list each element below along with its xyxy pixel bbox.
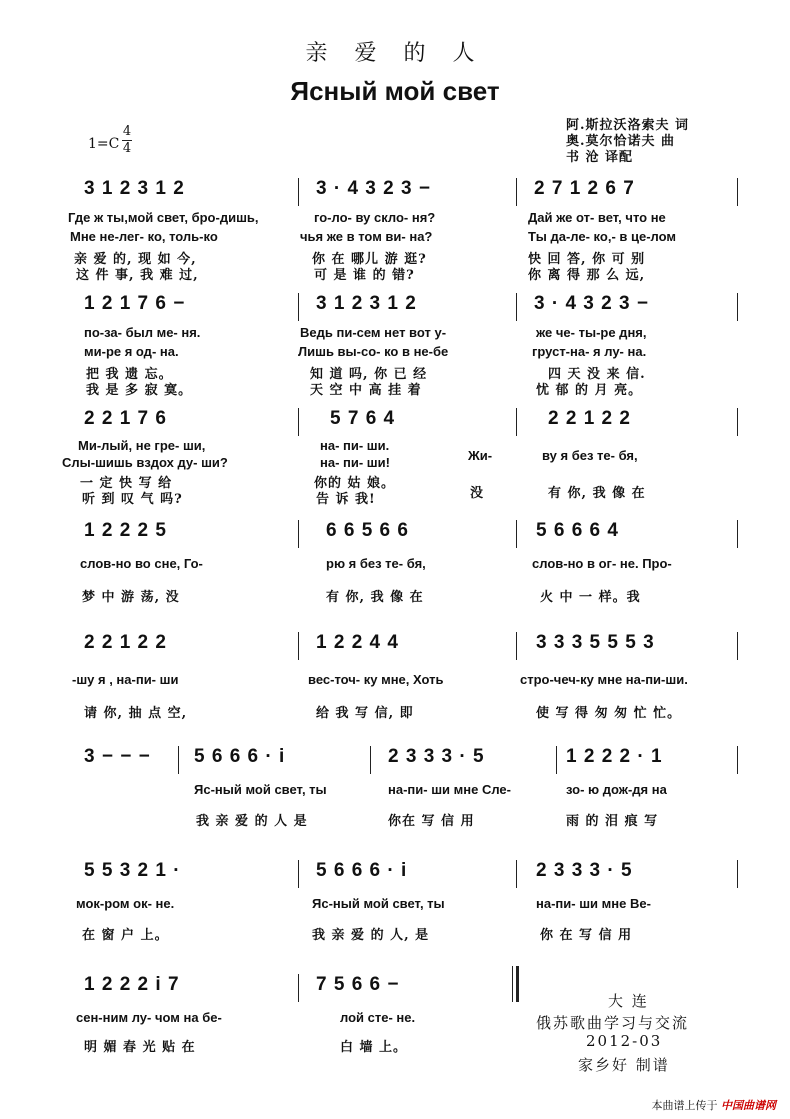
- lyric-cn-2: 你 离 得 那 么 远,: [528, 268, 646, 283]
- lyric-cn-2: 这 件 事, 我 难 过,: [76, 268, 199, 283]
- composer-credit: 奥.莫尔恰诺夫 曲: [566, 134, 676, 149]
- lyric-ru-1: сен-ним лу- чом на бе-: [76, 1010, 222, 1025]
- score-row-2: [0, 293, 790, 413]
- lyric-ru-1: на- пи- ши.: [320, 438, 390, 453]
- barline: [298, 408, 299, 436]
- barline: [516, 178, 517, 206]
- lyric-cn-1: 在 窗 户 上。: [82, 928, 169, 943]
- barline: [298, 520, 299, 548]
- barline: [178, 746, 179, 774]
- lyric-ru-1: стро-чеч-ку мне на-пи-ши.: [520, 672, 688, 687]
- barline: [737, 746, 738, 774]
- lyric-cn-1: 你 在 写 信 用: [540, 928, 633, 943]
- lyric-ru-2: груст-на- я лу- на.: [532, 344, 647, 359]
- lyric-ru-1: ву я без те- бя,: [542, 448, 638, 463]
- lyric-ru-2: Слы-шишь вздох ду- ши?: [62, 455, 228, 470]
- signature-group: 俄苏歌曲学习与交流: [536, 1014, 690, 1032]
- score-row-3: [0, 408, 790, 528]
- lyric-cn-1: 有 你, 我 像 在: [548, 486, 646, 501]
- lyric-cn-1: 知 道 吗, 你 已 经: [310, 367, 428, 382]
- final-barline-thick: [516, 966, 519, 1002]
- lyric-cn-2: 听 到 叹 气 吗?: [82, 492, 183, 507]
- time-numerator: 4: [122, 124, 132, 139]
- upload-note: 本曲谱上传于: [651, 1099, 718, 1112]
- lyric-ru-1: Где ж ты,мой свет, бро-дишь,: [68, 210, 259, 225]
- measure-notes: 5 6 6 6 · i: [194, 746, 286, 767]
- lyric-cn-2: 我 是 多 寂 寞。: [86, 383, 193, 398]
- lyric-cn-1: 亲 爱 的, 现 如 今,: [74, 252, 197, 267]
- barline: [516, 293, 517, 321]
- barline: [298, 178, 299, 206]
- lyric-ru-1: Яс-ный мой свет, ты: [312, 896, 445, 911]
- barline: [737, 632, 738, 660]
- lyric-ru-1: мок-ром ок- не.: [76, 896, 175, 911]
- lyric-ru-1: Яс-ный мой свет, ты: [194, 782, 327, 797]
- measure-notes: 3 1 2 3 1 2: [84, 178, 185, 199]
- measure-notes: 6 6 5 6 6: [326, 520, 409, 541]
- measure-notes: 3 3 3 5 5 5 3: [536, 632, 655, 653]
- score-row-8: [0, 974, 790, 1094]
- lyric-ru-1: слов-но во сне, Го-: [80, 556, 203, 571]
- lyric-ru-2: на- пи- ши!: [320, 455, 390, 470]
- title-russian: Ясный мой свет: [290, 76, 500, 106]
- lyric-cn-1: 雨 的 泪 痕 写: [566, 814, 659, 829]
- measure-notes: 3 · 4 3 2 3 −: [316, 178, 431, 199]
- barline: [737, 293, 738, 321]
- lyric-cn-2: 忧 郁 的 月 亮。: [536, 383, 643, 398]
- score-row-1: [0, 178, 790, 298]
- lyric-cn-1: 我 亲 爱 的 人 是: [196, 814, 308, 829]
- lyric-cn-1: 四 天 没 来 信.: [548, 367, 646, 382]
- site-name: 中国曲谱网: [721, 1099, 776, 1112]
- lyric-cn-1: 火 中 一 样。我: [540, 590, 641, 605]
- barline: [298, 632, 299, 660]
- lyric-ru-1: Дай же от- вет, что не: [528, 210, 666, 225]
- lyric-cn-1: 明 媚 春 光 贴 在: [84, 1040, 196, 1055]
- barline: [556, 746, 557, 774]
- measure-notes: 3 1 2 3 1 2: [316, 293, 417, 314]
- lyric-cn-1: 你在 写 信 用: [388, 814, 475, 829]
- measure-notes: 1 2 2 2 i 7: [84, 974, 180, 995]
- score-row-6: [0, 746, 790, 866]
- measure-notes: 5 6 6 6 4: [536, 520, 619, 541]
- measure-notes: 2 2 1 7 6: [84, 408, 167, 429]
- key-signature: 1=C: [88, 136, 120, 152]
- measure-notes: 3 · 4 3 2 3 −: [534, 293, 649, 314]
- lyric-ru-2: чья же в том ви- на?: [300, 229, 433, 244]
- site-watermark: [652, 1097, 777, 1113]
- barline: [737, 860, 738, 888]
- barline: [516, 632, 517, 660]
- score-row-7: [0, 860, 790, 980]
- lyric-cn-2: 告 诉 我!: [316, 492, 376, 507]
- score-row-4: [0, 520, 790, 640]
- lyric-ru-1: на-пи- ши мне Сле-: [388, 782, 511, 797]
- lyric-ru-1: -шу я , на-пи- ши: [72, 672, 179, 687]
- translator-credit: 书 沧 译配: [566, 150, 634, 165]
- lyric-ru-2: ми-ре я од- на.: [84, 344, 179, 359]
- lyric-cn-1: 给 我 写 信, 即: [316, 706, 414, 721]
- measure-notes: 5 6 6 6 · i: [316, 860, 408, 881]
- lyric-ru-1: же че- ты-ре дня,: [536, 325, 647, 340]
- lyric-ru-1: по-за- был ме- ня.: [84, 325, 201, 340]
- barline: [516, 520, 517, 548]
- lyric-cn-1: 我 亲 爱 的 人, 是: [312, 928, 430, 943]
- measure-notes: 3 − − −: [84, 746, 151, 767]
- measure-notes: 2 3 3 3 · 5: [388, 746, 485, 767]
- lyric-ru-mid: Жи-: [468, 448, 493, 463]
- measure-notes: 1 2 2 2 5: [84, 520, 167, 541]
- time-signature: [122, 124, 132, 157]
- measure-notes: 2 2 1 2 2: [84, 632, 167, 653]
- lyric-ru-2: Лишь вы-со- ко в не-бе: [298, 344, 449, 359]
- barline: [298, 293, 299, 321]
- measure-notes: 2 7 1 2 6 7: [534, 178, 635, 199]
- barline: [298, 860, 299, 888]
- measure-notes: 5 5 3 2 1 ·: [84, 860, 181, 881]
- measure-notes: 2 3 3 3 · 5: [536, 860, 633, 881]
- lyric-cn-mid: 没: [470, 486, 485, 501]
- barline: [298, 974, 299, 1002]
- lyric-cn-1: 把 我 遗 忘。: [86, 367, 173, 382]
- lyric-cn-1: 梦 中 游 荡, 没: [82, 590, 180, 605]
- lyric-ru-1: вес-точ- ку мне, Хоть: [308, 672, 444, 687]
- measure-notes: 1 2 2 2 · 1: [566, 746, 663, 767]
- lyric-ru-2: Ты да-ле- ко,- в це-лом: [528, 229, 677, 244]
- measure-notes: 2 2 1 2 2: [548, 408, 631, 429]
- lyric-cn-1: 有 你, 我 像 在: [326, 590, 424, 605]
- lyric-ru-2: Мне не-лег- ко, толь-ко: [70, 229, 218, 244]
- barline: [737, 408, 738, 436]
- measure-notes: 1 2 1 7 6 −: [84, 293, 186, 314]
- time-denominator: 4: [122, 141, 132, 156]
- title-chinese: 亲 爱 的 人: [305, 41, 485, 66]
- barline: [737, 178, 738, 206]
- lyric-cn-2: 天 空 中 高 挂 着: [310, 383, 422, 398]
- lyric-cn-1: 一 定 快 写 给: [80, 476, 173, 491]
- barline: [737, 520, 738, 548]
- measure-notes: 1 2 2 4 4: [316, 632, 399, 653]
- lyric-cn-1: 白 墙 上。: [340, 1040, 408, 1055]
- lyric-ru-1: на-пи- ши мне Ве-: [536, 896, 651, 911]
- lyric-ru-1: лой сте- не.: [340, 1010, 416, 1025]
- lyric-ru-1: слов-но в ог- не. Про-: [532, 556, 672, 571]
- lyric-cn-1: 快 回 答, 你 可 别: [528, 252, 646, 267]
- lyric-ru-1: Ми-лый, не гре- ши,: [78, 438, 206, 453]
- signature-date: 2012-03: [586, 1032, 663, 1050]
- barline: [516, 860, 517, 888]
- signature-author: 家乡好 制谱: [578, 1056, 670, 1074]
- measure-notes: 7 5 6 6 −: [316, 974, 400, 995]
- lyricist-credit: 阿.斯拉沃洛索夫 词: [566, 118, 690, 133]
- measure-notes: 5 7 6 4: [330, 408, 396, 429]
- lyric-cn-1: 请 你, 抽 点 空,: [84, 706, 188, 721]
- barline: [370, 746, 371, 774]
- barline: [516, 408, 517, 436]
- signature-city: 大 连: [608, 992, 649, 1010]
- score-row-5: [0, 632, 790, 752]
- lyric-cn-1: 你的 姑 娘。: [314, 476, 396, 491]
- lyric-ru-1: Ведь пи-сем нет вот у-: [300, 325, 447, 340]
- final-barline-thin: [512, 966, 513, 1002]
- lyric-ru-1: зо- ю дож-дя на: [566, 782, 667, 797]
- lyric-ru-1: рю я без те- бя,: [326, 556, 426, 571]
- lyric-cn-1: 使 写 得 匆 匆 忙 忙。: [536, 706, 682, 721]
- lyric-cn-2: 可 是 谁 的 错?: [314, 268, 415, 283]
- lyric-cn-1: 你 在 哪儿 游 逛?: [312, 252, 427, 267]
- lyric-ru-1: го-ло- ву скло- ня?: [314, 210, 436, 225]
